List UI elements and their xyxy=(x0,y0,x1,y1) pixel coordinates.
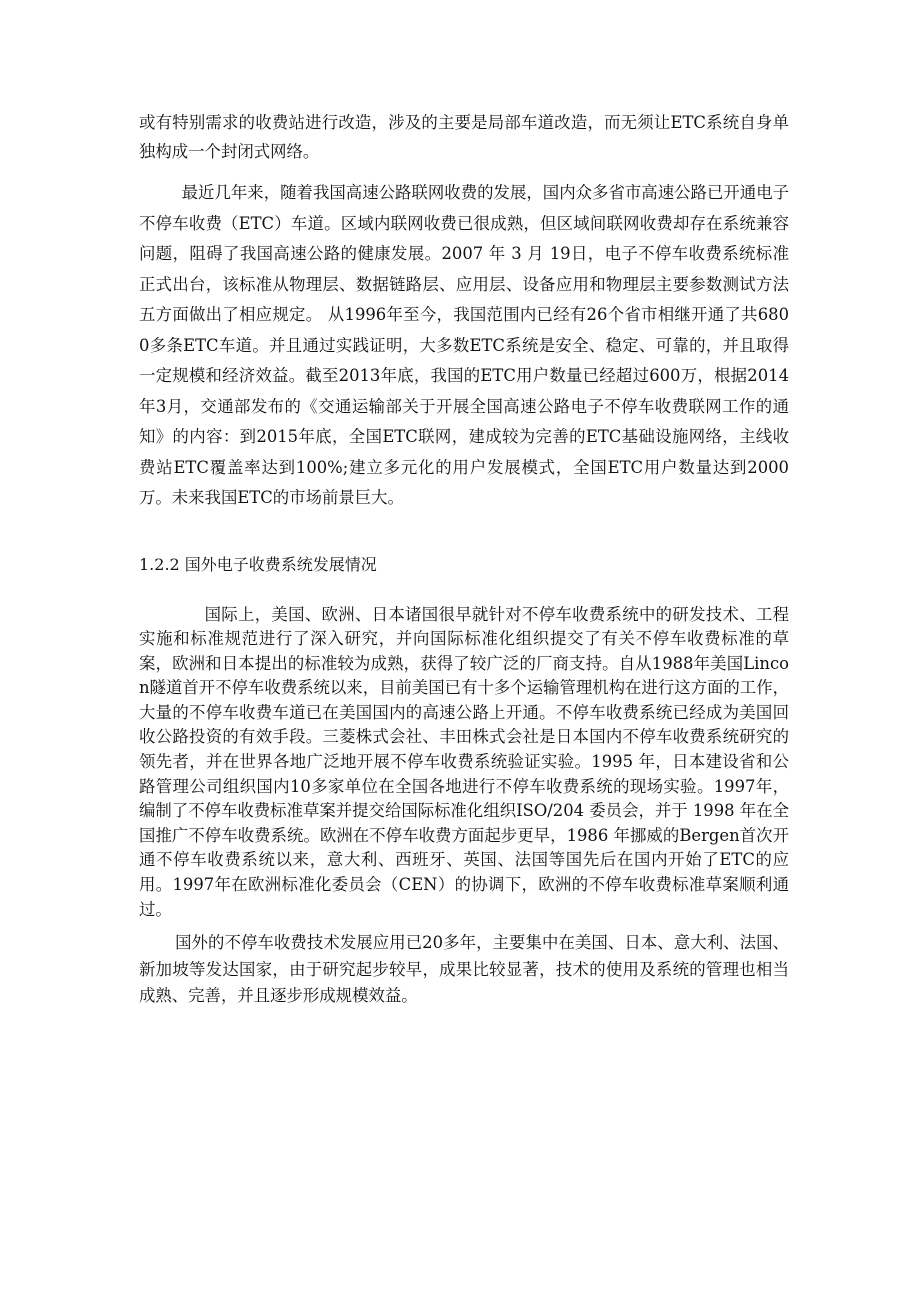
paragraph-foreign-summary: 国外的不停车收费技术发展应用已20多年，主要集中在美国、日本、意大利、法国、新加坡等发达国家，由于研究起步较早，成果比较显著，技术的使用及系统的管理也相当成熟、完善，并且逐步形成规模效益。 xyxy=(139,933,789,1006)
section-heading: 1.2.2 国外电子收费系统发展情况 xyxy=(139,554,377,574)
document-page xyxy=(139,108,789,1010)
paragraph-domestic-etc: 最近几年来，随着我国高速公路联网收费的发展，国内众多省市高速公路已开通电子不停车收费（ETC）车道。区域内联网收费已很成熟，但区域间联网收费却存在系统兼容问题，阻碍了我国高速公路的健康发展。2007 年 3 月 19日，电子不停车收费系统标准正式出台，该标准从物理层、数据链路层、应用层、设备应用和物理层主要参数测试方法五方面做出了相应规定。 从1996年至今，我国范围内已经有26个省市相继开通了共6800多条ETC车道。并且通过实践证明，大多数ETC系统是安全、稳定、可靠的，并且取得一定规模和经济效益。截至2013年底，我国的ETC用户数量已经超过600万，根据2014年3月，交通部发布的《交通运输部关于开展全国高速公路电子不停车收费联网工作的通知》的内容：到2015年底，全国ETC联网，建成较为完善的ETC基础设施网络，主线收费站ETC覆盖率达到100%;建立多元化的用户发展模式，全国ETC用户数量达到2000万。未来我国ETC的市场前景巨大。 xyxy=(139,183,789,507)
paragraph-international-etc: 国际上，美国、欧洲、日本诸国很早就针对不停车收费系统中的研发技术、工程实施和标准规范进行了深入研究，并向国际标准化组织提交了有关不停车收费标准的草案，欧洲和日本提出的标准较为成熟，获得了较广泛的厂商支持。自从1988年美国Lincon隧道首开不停车收费系统以来，目前美国已有十多个运输管理机构在进行这方面的工作，大量的不停车收费车道已在美国国内的高速公路上开通。不停车收费系统已经成为美国回收公路投资的有效手段。三菱株式会社、丰田株式会社是日本国内不停车收费系统研究的领先者，并在世界各地广泛地开展不停车收费系统验证实验。1995 年，日本建设省和公路管理公司组织国内10多家单位在全国各地进行不停车收费系统的现场实验。1997年，编制了不停车收费标准草案并提交给国际标准化组织ISO/204 委员会，并于 1998 年在全国推广不停车收费系统。欧洲在不停车收费方面起步更早，1986 年挪威的Bergen首次开通不停车收费系统以来，意大利、西班牙、英国、法国等国先后在国内开始了ETC的应用。1997年在欧洲标准化委员会（CEN）的协调下，欧洲的不停车收费标准草案顺利通过。 xyxy=(139,604,789,919)
paragraph-etc-renovation: 或有特别需求的收费站进行改造，涉及的主要是局部车道改造，而无须让ETC系统自身单独构成一个封闭式网络。 xyxy=(139,113,789,161)
